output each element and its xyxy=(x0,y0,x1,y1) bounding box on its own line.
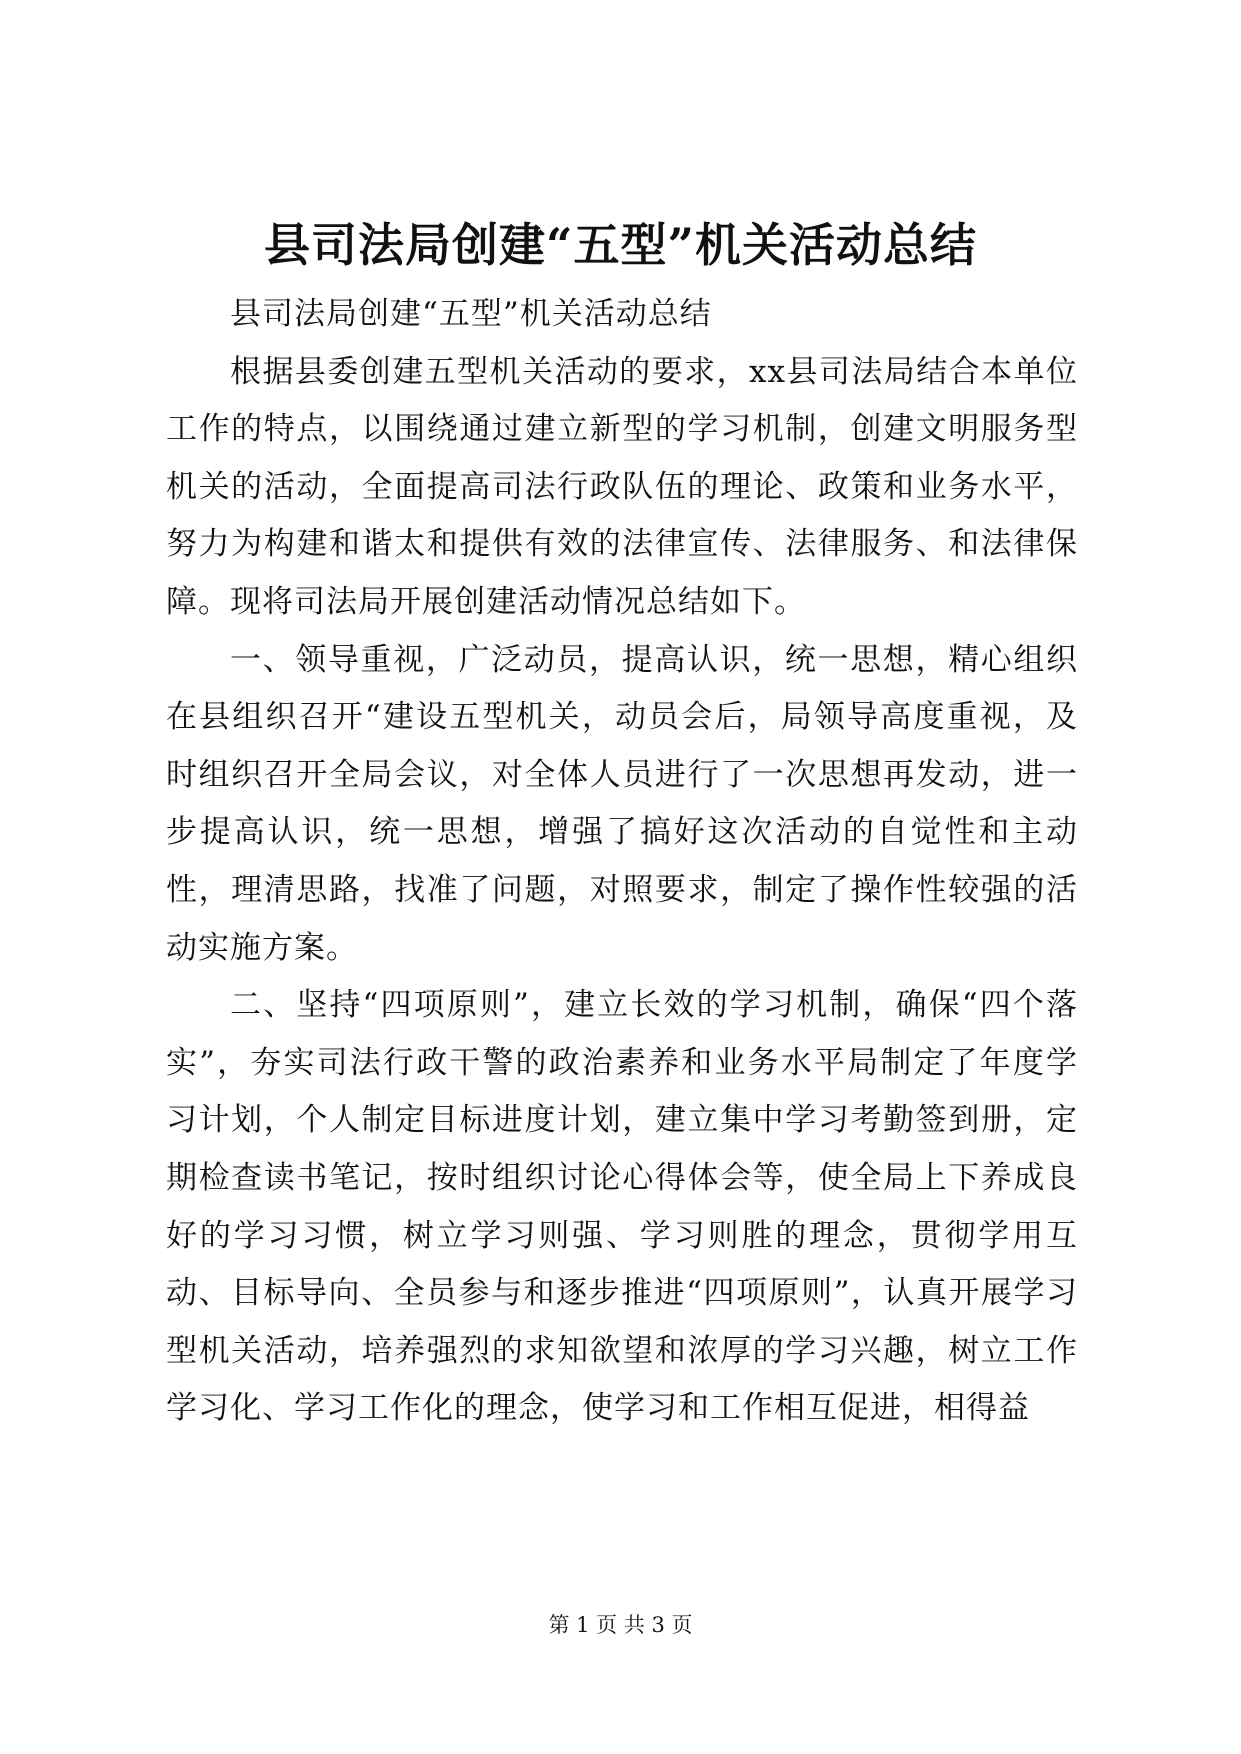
section-one-paragraph: 一、领导重视，广泛动员，提高认识，统一思想，精心组织在县组织召开“建设五型机关，动员会后，局领导高度重视，及时组织召开全局会议，对全体人员进行了一次思想再发动，进一步提高认识，统一思想，增强了搞好这次活动的自觉性和主动性，理清思路，找准了问题，对照要求，制定了操作性较强的活动实施方案。 xyxy=(166,641,1078,966)
document-title: 县司法局创建“五型”机关活动总结 xyxy=(264,218,977,272)
intro-paragraph: 根据县委创建五型机关活动的要求，xx县司法局结合本单位工作的特点，以围绕通过建立新型的学习机制，创建文明服务型机关的活动，全面提高司法行政队伍的理论、政策和业务水平，努力为构建和谐太和提供有效的法律宣传、法律服务、和法律保障。现将司法局开展创建活动情况总结如下。 xyxy=(166,353,1078,620)
page-number-label: 第 1 页 共 3 页 xyxy=(548,1613,693,1637)
section-two-paragraph: 二、坚持“四项原则”，建立长效的学习机制，确保“四个落实”，夯实司法行政干警的政治素养和业务水平局制定了年度学习计划，个人制定目标进度计划，建立集中学习考勤签到册，定期检查读书笔记，按时组织讨论心得体会等，使全局上下养成良好的学习习惯，树立学习则强、学习则胜的理念，贯彻学用互动、目标导向、全员参与和逐步推进“四项原则”，认真开展学习型机关活动，培养强烈的求知欲望和浓厚的学习兴趣，树立工作学习化、学习工作化的理念，使学习和工作相互促进，相得益 xyxy=(166,987,1078,1427)
document-body xyxy=(166,286,1078,1438)
page-footer xyxy=(0,1610,1241,1640)
subtitle-paragraph: 县司法局创建“五型”机关活动总结 xyxy=(230,296,712,332)
